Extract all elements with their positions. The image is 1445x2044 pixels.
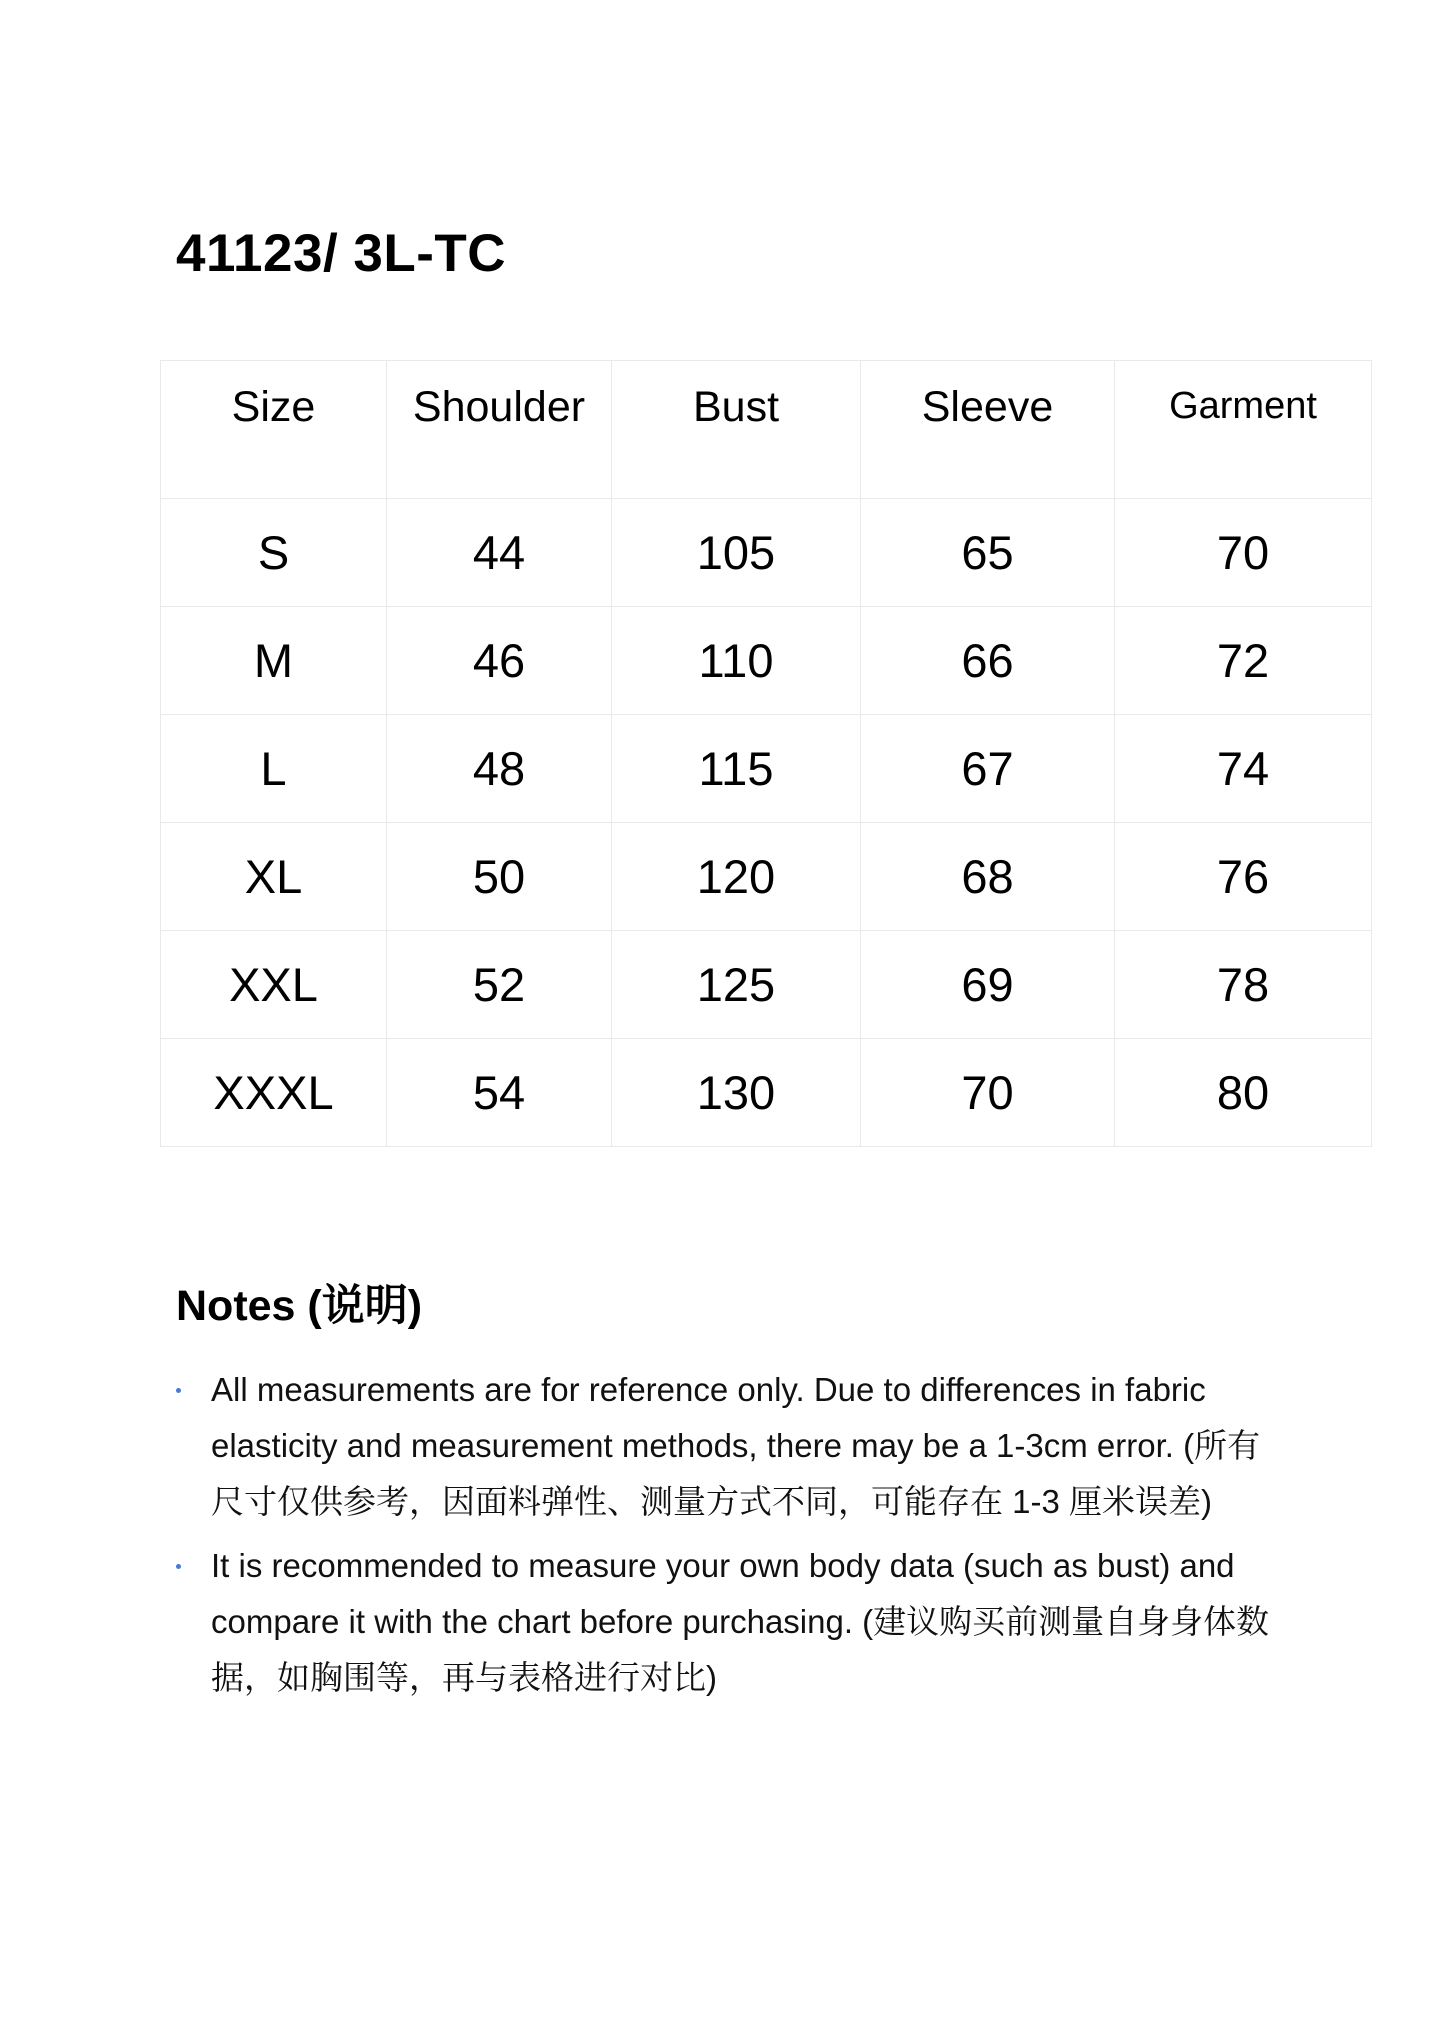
note-text: All measurements are for reference only. Due to differences in fabric elasticity and measurement methods, there may be a 1-3cm error. (所有尺寸仅供参考，因面料弹性、测量方式不同，可能存在 1-3 厘米误差)	[211, 1371, 1261, 1520]
cell-bust: 120	[612, 823, 861, 931]
cell-bust: 115	[612, 715, 861, 823]
table-row	[161, 607, 1372, 715]
cell-sleeve: 66	[861, 607, 1115, 715]
bullet-dot-icon	[176, 1388, 181, 1393]
cell-garment: 74	[1115, 715, 1372, 823]
header-shoulder: Shoulder	[387, 361, 612, 499]
bullet-dot-icon	[176, 1564, 181, 1569]
header-size: Size	[161, 361, 387, 499]
table-row	[161, 931, 1372, 1039]
page-title: 41123/ 3L-TC	[176, 224, 507, 283]
header-bust: Bust	[612, 361, 861, 499]
cell-garment: 78	[1115, 931, 1372, 1039]
cell-size: S	[161, 499, 387, 607]
table-row	[161, 715, 1372, 823]
cell-bust: 130	[612, 1039, 861, 1147]
cell-garment: 80	[1115, 1039, 1372, 1147]
cell-sleeve: 67	[861, 715, 1115, 823]
cell-garment: 72	[1115, 607, 1372, 715]
cell-garment: 70	[1115, 499, 1372, 607]
notes-list	[176, 1362, 1276, 1714]
size-chart-table	[160, 360, 1372, 1147]
cell-garment: 76	[1115, 823, 1372, 931]
cell-bust: 125	[612, 931, 861, 1039]
table-row	[161, 823, 1372, 931]
cell-shoulder: 44	[387, 499, 612, 607]
cell-sleeve: 69	[861, 931, 1115, 1039]
cell-sleeve: 68	[861, 823, 1115, 931]
cell-shoulder: 50	[387, 823, 612, 931]
note-item	[176, 1362, 1276, 1530]
cell-sleeve: 70	[861, 1039, 1115, 1147]
table-row	[161, 499, 1372, 607]
table-row	[161, 1039, 1372, 1147]
cell-size: XXL	[161, 931, 387, 1039]
cell-shoulder: 46	[387, 607, 612, 715]
header-sleeve: Sleeve	[861, 361, 1115, 499]
cell-shoulder: 54	[387, 1039, 612, 1147]
note-text: It is recommended to measure your own body data (such as bust) and compare it with the chart before purchasing. (建议购买前测量自身身体数据，如胸围等，再与表格进行对比)	[211, 1547, 1270, 1696]
cell-size: XL	[161, 823, 387, 931]
note-item	[176, 1538, 1276, 1706]
notes-title: Notes (说明)	[176, 1282, 423, 1330]
cell-size: L	[161, 715, 387, 823]
cell-bust: 110	[612, 607, 861, 715]
cell-bust: 105	[612, 499, 861, 607]
cell-size: XXXL	[161, 1039, 387, 1147]
cell-sleeve: 65	[861, 499, 1115, 607]
table-header-row	[161, 361, 1372, 499]
cell-shoulder: 48	[387, 715, 612, 823]
header-garment: Garment	[1115, 361, 1372, 499]
cell-size: M	[161, 607, 387, 715]
cell-shoulder: 52	[387, 931, 612, 1039]
